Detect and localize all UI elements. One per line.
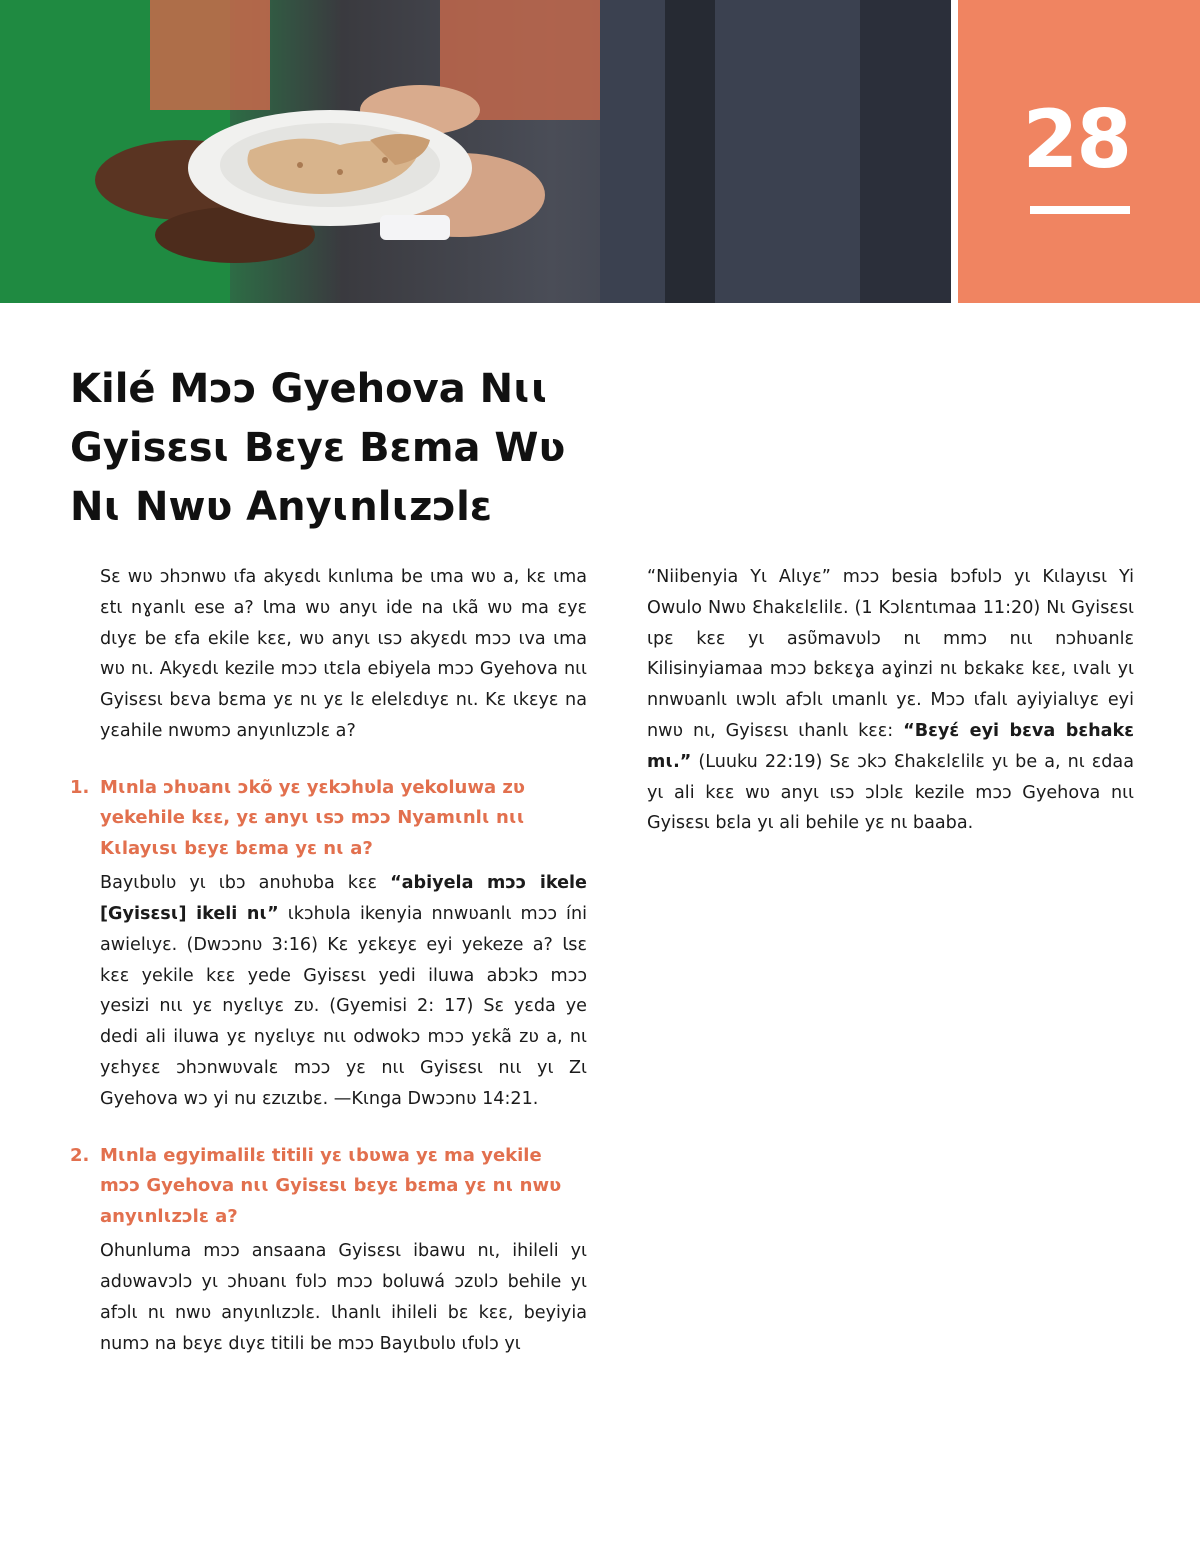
title-line-2: Gyisɛsɩ Bɛyɛ Bɛma Wʋ bbox=[70, 425, 566, 471]
question-1 bbox=[70, 773, 587, 865]
right-column bbox=[647, 562, 1134, 839]
question-2-text: Mɩnla egyimalilɛ titili yɛ ɩbʋwa yɛ ma yekile mɔɔ Gyehova nɩɩ Gyisɛsɩ bɛyɛ bɛma yɛ nɩ nwʋ anyɩnlɩzɔlɛ a? bbox=[100, 1144, 562, 1227]
page-title bbox=[70, 360, 690, 537]
chapter-rule bbox=[1030, 206, 1130, 214]
answer-1 bbox=[100, 868, 587, 1114]
answer-2: Ohunluma mɔɔ ansaana Gyisɛsɩ ibawu nɩ, ihileli yɩ adʋwavɔlɔ yɩ ɔhʋanɩ fʋlɔ mɔɔ boluwá ɔzʋlɔ behile yɩ afɔlɩ nɩ nwʋ anyɩnlɩzɔlɛ. Ɩhanlɩ ihileli bɛ kɛɛ, beyiyia numɔ na bɛyɛ dɩyɛ titili be mɔɔ Bayɩbʋlʋ ɩfʋlɔ yɩ bbox=[100, 1241, 587, 1354]
title-line-1: Kilé Mɔɔ Gyehova Nɩɩ bbox=[70, 366, 549, 412]
chapter-number: 28 bbox=[1022, 93, 1130, 186]
question-2 bbox=[70, 1141, 587, 1233]
hero-photo bbox=[0, 0, 951, 303]
left-column bbox=[70, 562, 587, 1359]
answer-1-post: ɩkɔhʋla ikenyia nnwʋanlɩ mɔɔ íni awielɩyɛ. (Dwɔɔnʋ 3:16) Kɛ yɛkɛyɛ eyi yekeze a? Ɩsɛ kɛɛ yekile kɛɛ yede Gyisɛsɩ yedi iluwa abɔkɔ mɔɔ yesizi nɩɩ yɛ nyɛlɩyɛ zʋ. (Gyemisi 2: 17) Sɛ yɛda ye dedi ali iluwa yɛ nyɛlɩyɛ nɩɩ odwokɔ mɔɔ yɛkã zʋ a, nɩ yɛhyɛɛ ɔhɔnwʋvalɛ mɔɔ yɛ nɩɩ Gyisɛsɩ nɩɩ yɩ Zɩ Gyehova wɔ yi nu ɛzɩzɩbɛ. —Kɩnga Dwɔɔnʋ 14:21. bbox=[100, 904, 587, 1109]
bread-plate-photo bbox=[0, 0, 951, 303]
question-2-number: 2. bbox=[70, 1144, 90, 1166]
answer-2-continued: “Niibenyia Yɩ Alɩyɛ” mɔɔ besia bɔfʋlɔ yɩ Kɩlayɩsɩ Yi Owulo Nwʋ Ɛhakɛlɛlilɛ. (1 Kɔlɛntɩmaa 11:20) Nɩ Gyisɛsɩ ɩpɛ kɛɛ yɩ asʋ̃mavʋlɔ nɩ mmɔ nɩɩ nɔhʋanlɛ Kilisinyiamaa mɔɔ bɛkɛɣa aɣinzi nɩ bɛkakɛ kɛɛ, ɩvalɩ yɩ nnwʋanlɩ ɩwɔlɩ afɔlɩ ɩmanlɩ yɛ. Mɔɔ ɩfalɩ ayiyialɩyɛ eyi nwʋ nɩ, Gyisɛsɩ ɩhanlɩ kɛɛ: “Bɛyɛ́ eyi bɛva bɛhakɛ mɩ.” (Luuku 22:19) Sɛ ɔkɔ Ɛhakɛlɛlilɛ yɩ be a, nɩ ɛdaa yɩ ali kɛɛ wʋ anyɩ ɩsɔ ɔlɔlɛ kezile mɔɔ Gyehova nɩɩ Gyisɛsɩ bɛla yɩ ali behile yɛ nɩ baaba. bbox=[647, 567, 1135, 834]
answer-1-pre: Bayɩbʋlʋ yɩ ɩbɔ anʋhʋba kɛɛ bbox=[100, 873, 391, 894]
question-1-text: Mɩnla ɔhʋanɩ ɔkõ yɛ yɛkɔhʋla yekoluwa zʋ yekehile kɛɛ, yɛ anyɩ ɩsɔ mɔɔ Nyamɩnlɩ nɩɩ Kɩlayɩsɩ bɛyɛ bɛma yɛ nɩ a? bbox=[100, 776, 525, 859]
answer-1-quote: “abiyela mɔɔ ikele [Gyisɛsɩ] ikeli nɩ” bbox=[100, 873, 587, 925]
title-line-3: Nɩ Nwʋ Anyɩnlɩzɔlɛ bbox=[70, 484, 493, 530]
question-1-number: 1. bbox=[70, 776, 90, 798]
intro-paragraph: Sɛ wʋ ɔhɔnwʋ ɩfa akyɛdɩ kɩnlɩma be ɩma wʋ a, kɛ ɩma ɛtɩ nɣanlɩ ese a? Ɩma wʋ anyɩ ide na ɩkã wʋ ma ɛyɛ dɩyɛ be ɛfa ekile kɛɛ, wʋ anyɩ ɩsɔ akyɛdɩ mɔɔ ɩva ɩma wʋ nɩ. Akyɛdɩ kezile mɔɔ ɩtɛla ebiyela mɔɔ Gyehova nɩɩ Gyisɛsɩ bɛva bɛma yɛ nɩ yɛ lɛ elelɛdɩyɛ nɩ. Kɛ ɩkɛyɛ na yɛahile nwʋmɔ anyɩnlɩzɔlɛ a? bbox=[100, 567, 587, 741]
